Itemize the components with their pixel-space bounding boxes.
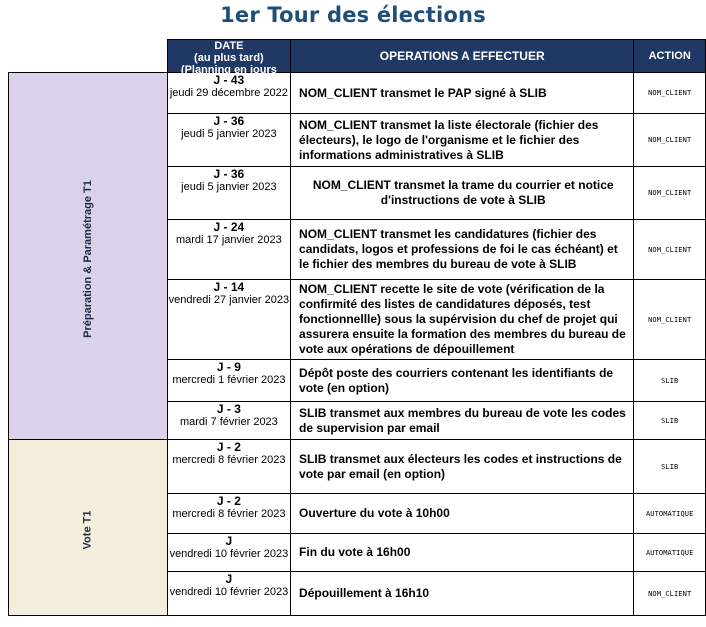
header-date-line3: (Planning en jours <box>180 63 277 76</box>
action-cell: NOM_CLIENT <box>634 167 706 220</box>
header-action: ACTION <box>634 40 706 73</box>
day-code: J - 2 <box>216 494 241 508</box>
action-cell: NOM_CLIENT <box>634 280 706 360</box>
date-cell <box>167 402 290 440</box>
header-corner <box>9 40 168 73</box>
page-title: 1er Tour des élections <box>220 3 486 27</box>
date-text: mercredi 1 février 2023 <box>172 374 286 386</box>
action-cell: AUTOMATIQUE <box>634 534 706 572</box>
operation-cell: SLIB transmet aux membres du bureau de vote les codes de supervision par email <box>291 402 634 440</box>
operation-cell: Dépouillement à 16h10 <box>291 572 634 616</box>
operation-cell: NOM_CLIENT transmet les candidatures (fichier des candidats, logos et professions de foi le cas échéant) et le fichier des membres du bureau de vote à SLIB <box>291 220 634 280</box>
operation-cell: SLIB transmet aux électeurs les codes et instructions de vote par email (en option) <box>291 440 634 494</box>
phase-preparation-label: Préparation & Paramétrage T1 <box>81 179 94 338</box>
date-text: jeudi 29 décembre 2022 <box>169 87 288 99</box>
date-cell <box>167 572 290 616</box>
day-code: J - 36 <box>213 114 245 128</box>
date-text: mardi 17 janvier 2023 <box>175 234 282 246</box>
date-text: jeudi 5 janvier 2023 <box>181 128 277 140</box>
date-text: mercredi 8 février 2023 <box>172 454 286 466</box>
action-cell: NOM_CLIENT <box>634 114 706 167</box>
action-cell: NOM_CLIENT <box>634 73 706 114</box>
action-cell: NOM_CLIENT <box>634 572 706 616</box>
date-cell <box>167 440 290 494</box>
date-cell <box>167 73 290 114</box>
date-text: jeudi 5 janvier 2023 <box>181 181 277 193</box>
header-operations: OPERATIONS A EFFECTUER <box>291 40 634 73</box>
operation-cell: NOM_CLIENT transmet la liste électorale (fichier des électeurs), le logo de l'organisme et le fichier des informations administratives à SLIB <box>291 114 634 167</box>
date-text: mardi 7 février 2023 <box>179 416 278 428</box>
date-cell <box>167 360 290 402</box>
date-cell <box>167 220 290 280</box>
date-cell <box>167 534 290 572</box>
operation-cell: NOM_CLIENT recette le site de vote (vérification de la confirmité des listes de candidatures déposés, test fonctionnellle) sous la supérvision du chef de projet qui assurera ensuite la formation des membres du bureau de vote aux opérations de dépouillement <box>291 280 634 360</box>
date-cell <box>167 494 290 534</box>
day-code: J - 14 <box>213 280 245 294</box>
header-date-line1: DATE <box>214 39 244 52</box>
date-cell <box>167 280 290 360</box>
table-row <box>9 440 706 494</box>
phase-preparation <box>9 73 168 440</box>
day-code: J - 36 <box>213 167 245 181</box>
action-cell: NOM_CLIENT <box>634 220 706 280</box>
header-date <box>167 39 290 76</box>
action-cell: SLIB <box>634 402 706 440</box>
table-row <box>9 73 706 114</box>
operation-cell: Dépôt poste des courriers contenant les identifiants de vote (en option) <box>291 360 634 402</box>
day-code: J - 2 <box>216 440 241 454</box>
operation-cell: Ouverture du vote à 10h00 <box>291 494 634 534</box>
date-text: vendredi 10 février 2023 <box>169 586 289 598</box>
day-code: J - 24 <box>213 220 245 234</box>
action-cell: SLIB <box>634 440 706 494</box>
day-code: J - 9 <box>216 360 241 374</box>
header-row <box>9 40 706 73</box>
day-code: J - 43 <box>213 73 245 87</box>
day-code: J <box>225 572 233 586</box>
operation-cell: NOM_CLIENT transmet la trame du courrier et notice d'instructions de vote à SLIB <box>291 167 634 220</box>
phase-vote <box>9 440 168 616</box>
operation-cell: Fin du vote à 16h00 <box>291 534 634 572</box>
schedule-table <box>8 39 706 616</box>
date-text: vendredi 27 janvier 2023 <box>168 294 290 306</box>
phase-vote-label: Vote T1 <box>81 510 94 550</box>
action-cell: SLIB <box>634 360 706 402</box>
date-text: vendredi 10 février 2023 <box>169 548 289 560</box>
action-cell: AUTOMATIQUE <box>634 494 706 534</box>
date-text: mercredi 8 février 2023 <box>172 508 286 520</box>
day-code: J <box>225 534 233 548</box>
header-date-line2: (au plus tard) <box>194 51 264 64</box>
day-code: J - 3 <box>216 402 241 416</box>
date-cell <box>167 167 290 220</box>
date-cell <box>167 114 290 167</box>
operation-cell: NOM_CLIENT transmet le PAP signé à SLIB <box>291 73 634 114</box>
